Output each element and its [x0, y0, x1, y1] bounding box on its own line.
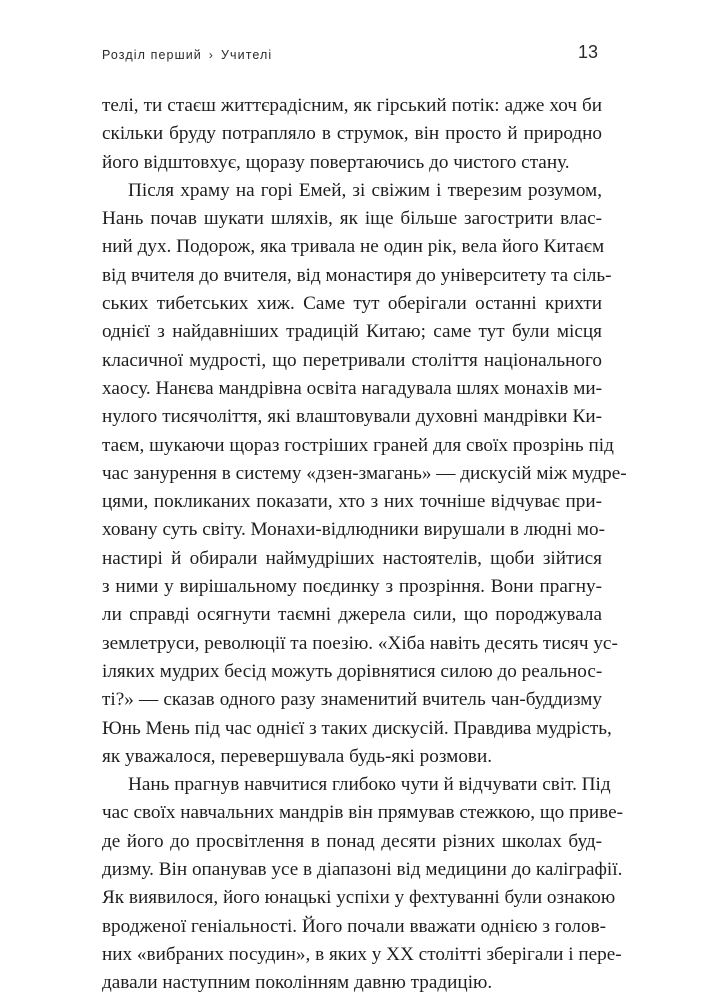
text-line: Нань прагнув навчитися глибоко чути й відчувати світ. Під	[128, 774, 611, 796]
text-line: з ними у вирішальному поєдинку з прозріння. Вони прагну-	[102, 576, 602, 598]
page-number: 13	[577, 42, 598, 62]
text-line: Юнь Мень під час однієї з таких дискусій. Правдива мудрість,	[102, 717, 612, 739]
chapter-label: Розділ перший	[102, 48, 202, 62]
text-line: класичної мудрості, що перетривали століття національного	[102, 349, 602, 371]
text-line: вродженої геніальності. Його почали вважати однією з голов-	[102, 915, 607, 937]
running-head	[102, 48, 272, 62]
text-line: таєм, шукаючи щораз гостріших граней для своїх прозрінь під	[102, 434, 614, 456]
text-line: час своїх навчальних мандрів він прямував стежкою, що приве-	[102, 802, 624, 824]
text-line: скільки бруду потрапляло в струмок, він просто й природно	[102, 123, 602, 145]
text-line: іляких мудрих бесід можуть дорівнятися силою до реальнос-	[102, 660, 603, 682]
text-line: ховану суть світу. Монахи-відлюдники вирушали в людні мо-	[102, 519, 605, 541]
section-label: Учителі	[220, 48, 273, 62]
paragraph	[102, 92, 602, 177]
paragraph	[102, 177, 627, 771]
text-line: від вчителя до вчителя, від монастиря до університету та сіль-	[102, 264, 612, 286]
text-line: ті?» — сказав одного разу знаменитий вчитель чан-буддизму	[102, 689, 602, 711]
text-line: дизму. Він опанував усе в діапазоні від медицини до каліграфії.	[102, 859, 623, 881]
text-line: хаосу. Нанєва мандрівна освіта нагадувала шлях монахів ми-	[102, 377, 603, 399]
text-line: ли справді осягнути таємні джерела сили, що породжувала	[102, 604, 602, 626]
body-text	[102, 92, 627, 998]
text-line: ний дух. Подорож, яка тривала не один рік, вела його Китаєм	[102, 236, 605, 258]
text-line: як уважалося, перевершувала будь-які розмови.	[102, 745, 493, 767]
text-line: Як виявилося, його юнацькі успіхи у фехтуванні були ознакою	[102, 887, 616, 909]
text-line: настирі й обирали наймудріших настоятелів, щоби зійтися	[102, 547, 602, 569]
text-line: давали наступним поколінням давню традицію.	[102, 972, 493, 994]
text-line: ських тибетських хиж. Саме тут оберігали останні крихти	[102, 293, 602, 315]
paragraph	[102, 771, 624, 997]
text-line: телі, ти стаєш життєрадісним, як гірський потік: адже хоч би	[102, 95, 602, 116]
breadcrumb-separator: ›	[208, 48, 214, 62]
text-line: де його до просвітлення в понад десяти різних школах буд-	[102, 830, 602, 852]
text-line: них «вибраних посудин», в яких у XX столітті зберігали і пере-	[102, 943, 622, 965]
text-line: його відштовхує, щоразу повертаючись до чистого стану.	[102, 151, 570, 173]
text-line: нулого тисячоліття, які влаштовували духовні мандрівки Ки-	[102, 406, 602, 428]
text-line: час занурення в систему «дзен-змагань» — дискусій між мудре-	[102, 462, 627, 484]
text-line: однієї з найдавніших традицій Китаю; саме тут були місця	[102, 321, 602, 343]
text-line: Нань почав шукати шляхів, як іще більше загострити влас-	[102, 208, 602, 230]
text-line: Після храму на горі Емей, зі свіжим і тверезим розумом,	[128, 179, 602, 201]
text-line: землетруси, революції та поезію. «Хіба навіть десять тисяч ус-	[102, 632, 618, 654]
text-line: цями, покликаних показати, хто з них точніше відчуває при-	[102, 491, 602, 513]
